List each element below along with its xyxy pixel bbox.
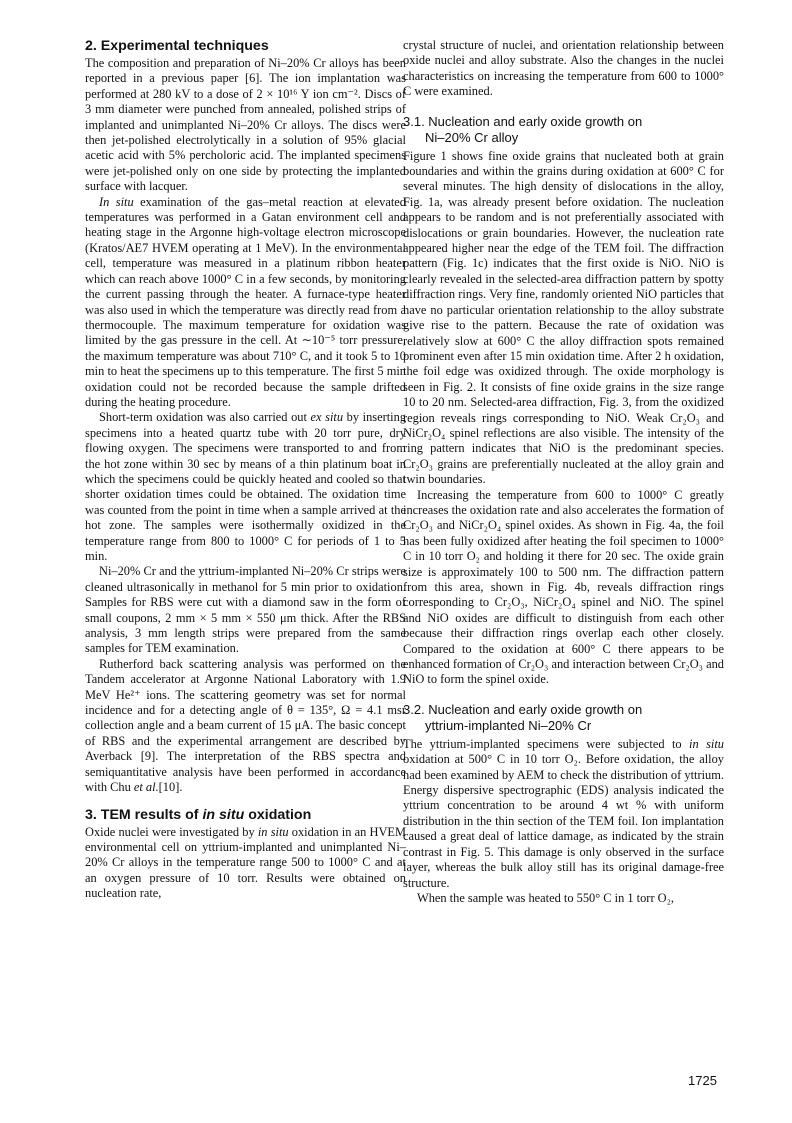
- citation: [10].: [158, 780, 183, 795]
- spacer: [403, 100, 724, 114]
- section-3-1-paragraph-1: Figure 1 shows fine oxide grains that nucleated both at grain boundaries and within the grains during oxidation at 600° C for several minutes. The high density of dislocations in the alloy, Fig. 1a, was already present before oxidation. The nucleation appears to be random and is not preferentially associated with dislocations or grain boundaries. However, the nucleation rate appeared higher near the edge of the TEM foil. The diffraction pattern (Fig. 1c) indicates that the first oxide is NiO. NiO is clearly revealed in the selected-area diffraction pattern by spotty diffraction rings. Very fine, randomly oriented NiO particles that have no particular orientation relationship to the alloy substrate give rise to the pattern. Because the rate of oxidation was relatively slow at 600° C the alloy diffraction spots remained prominent even after 15 min oxidation time. After 2 h oxidation, the foil edge was oxidized through. The oxide morphology is seen in Fig. 2. It consists of fine oxide grains in the size range 10 to 20 nm. Selected-area diffraction, Fig. 3, from the oxidized region reveals rings corresponding to NiO. Weak Cr₂O₃ and NiCr₂O₄ spinel reflections are also visible. The intensity of the ring pattern indicates that NiO is the predominant species. Cr₂O₃ grains are preferentially nucleated at the alloy grain and twin boundaries.: [403, 148, 724, 487]
- right-column: [403, 38, 724, 906]
- section-2-heading: 2. Experimental techniques: [85, 38, 269, 54]
- paragraph-text: Rutherford back scattering analysis was performed on the Tandem accelerator at Argonne National Laboratory with 1.9 MeV He²⁺ ions. The scattering geometry was set for normal incidence and for a detecting angle of θ = 135°, Ω = 4.1 msr collection angle and a beam current of 15 μA. The basic concept of RBS and the experimental arrangement are described by Averback [9]. The interpretation of the RBS spectra and semiquantitative analysis have been performed in accordance with Chu: [85, 656, 406, 795]
- section-2-paragraph-5: [85, 657, 406, 796]
- in-situ-term: In situ: [99, 194, 134, 209]
- paragraph-text: Oxide nuclei were investigated by: [85, 824, 258, 839]
- et-al-term: et al.: [133, 780, 159, 795]
- paragraph-text: examination of the gas–metal reaction at elevated temperatures was performed in a Gatan environment cell and heating stage in the Argonne high-voltage electron microscope (Kratos/AE7 HVEM operating at 1 MeV). In the environmental cell, temperature was measured in a platinum ribbon heater which can reach above 1000° C in a few seconds, by monitoring the current passing through the heater. A furnace-type heater was also used in which the temperature was directly read from a thermocouple. The maximum temperature for oxidation was limited by the gas pressure in the cell. At ∼10⁻⁵ torr pressure, the maximum temperature was about 710° C, and it took 5 to 10 min to heat the specimens up to this temperature. The first 5 min oxidation could not be recorded because the sample drifted during the heating procedure.: [85, 194, 406, 409]
- heading-line-2: Ni–20% Cr alloy: [425, 129, 519, 145]
- section-3-1-paragraph-2: Increasing the temperature from 600 to 1000° C greatly increases the oxidation rate and also accelerates the formation of Cr₂O₃ and NiCr₂O₄ spinel oxides. As shown in Fig. 4a, the foil has been fully oxidized after heating the foil specimen to 1000° C in 10 torr O₂ and holding it there for 20 sec. The oxide grain size is approximately 100 to 500 nm. The diffraction pattern from this area, shown in Fig. 4b, reveals diffraction rings corresponding to Cr₂O₃, NiCr₂O₄ spinel and NiO. The spinel and NiO oxides are difficult to distinguish from each other because their diffraction rings overlap each other closely. Compared to the oxidation at 600° C there appears to be enhanced formation of Cr₂O₃ and interaction between Cr₂O₃ and NiO to form the spinel oxide.: [403, 487, 724, 687]
- page-number: 1725: [688, 1073, 717, 1088]
- heading-text: 3. TEM results of: [85, 806, 203, 823]
- paragraph-text: The yttrium-implanted specimens were subjected to: [403, 736, 690, 751]
- paragraph-text: Short-term oxidation was also carried out: [99, 410, 311, 425]
- paragraph-text: oxidation in an HVEM environmental cell on yttrium-implanted and unimplanted Ni–20% Cr alloys in the temperature range 500 to 1000° C and at an oxygen pressure of 10 torr. Results were obtained on nucleation rate,: [85, 824, 406, 901]
- section-2-paragraph-3: [85, 410, 406, 564]
- section-3-paragraph-1: [85, 825, 406, 902]
- section-3-1-heading: [403, 114, 724, 146]
- ex-situ-term: ex situ: [310, 410, 344, 425]
- heading-line-1: 3.1. Nucleation and early oxide growth on: [403, 113, 643, 129]
- section-3-2-paragraph-2: When the sample was heated to 550° C in 1 torr O₂,: [417, 890, 675, 905]
- left-column: [85, 38, 406, 902]
- spacer: [85, 796, 406, 807]
- section-3-2-paragraph-1: [403, 737, 724, 891]
- heading-italic: in situ: [202, 806, 245, 823]
- section-2-paragraph-2: [85, 195, 406, 411]
- heading-line-1: 3.2. Nucleation and early oxide growth on: [403, 701, 643, 717]
- section-2-paragraph-4: Ni–20% Cr and the yttrium-implanted Ni–20% Cr strips were cleaned ultrasonically in methanol for 5 min prior to oxidation. Samples for RBS were cut with a diamond saw in the form of small coupons, 2 mm × 5 mm × 550 μm thick. After the RBS analysis, 3 mm length strips were prepared from the same samples for TEM examination.: [85, 564, 406, 656]
- section-3-2-heading: [403, 702, 724, 734]
- in-situ-term: in situ: [689, 736, 725, 751]
- section-3-heading: [85, 807, 406, 824]
- paragraph-text: by inserting specimens into a heated quartz tube with 20 torr pure, dry flowing oxygen. The specimens were transported to and from the hot zone within 30 sec by means of a thin platinum boat in which the specimens could be quickly heated and cooled so that shorter oxidation times could be obtained. The oxidation time was counted from the point in time when a sample arrived at the hot zone. The samples were isothermally oxidized in the temperature range from 800 to 1000° C for periods of 1 to 5 min.: [85, 410, 407, 563]
- heading-text: oxidation: [244, 806, 312, 823]
- paragraph-text: oxidation at 500° C in 10 torr O₂. Before oxidation, the alloy had been examined by AEM to check the distribution of yttrium. Energy dispersive spectrographic (EDS) analysis indicated the yttrium concentration to be around 4 wt % with uniform distribution in the thin section of the TEM foil. Ion implantation caused a great deal of lattice damage, as indicated by the strain contrast in Fig. 5. This damage is only observed in the surface layer, whereas the bulk alloy still has its original damage-free structure.: [403, 752, 724, 890]
- continued-paragraph: crystal structure of nuclei, and orientation relationship between oxide nuclei and alloy substrate. Also the changes in the nuclei characteristics on increasing the temperature from 600 to 1000° C were examined.: [403, 38, 724, 99]
- in-situ-term: in situ: [257, 824, 289, 839]
- section-2-paragraph-1: The composition and preparation of Ni–20% Cr alloys has been reported in a previous paper [6]. The ion implantation was performed at 280 kV to a dose of 2 × 10¹⁶ Y ion cm⁻². Discs of 3 mm diameter were punched from annealed, polished strips of implanted and unimplanted Ni–20% Cr alloys. The discs were then jet-polished electrolytically in a solution of 95% glacial acetic acid with 5% percholoric acid. The implanted specimens were jet-polished only on one side by protecting the implanted surface with lacquer.: [85, 56, 406, 194]
- heading-line-2: yttrium-implanted Ni–20% Cr: [425, 717, 592, 733]
- spacer: [403, 688, 724, 702]
